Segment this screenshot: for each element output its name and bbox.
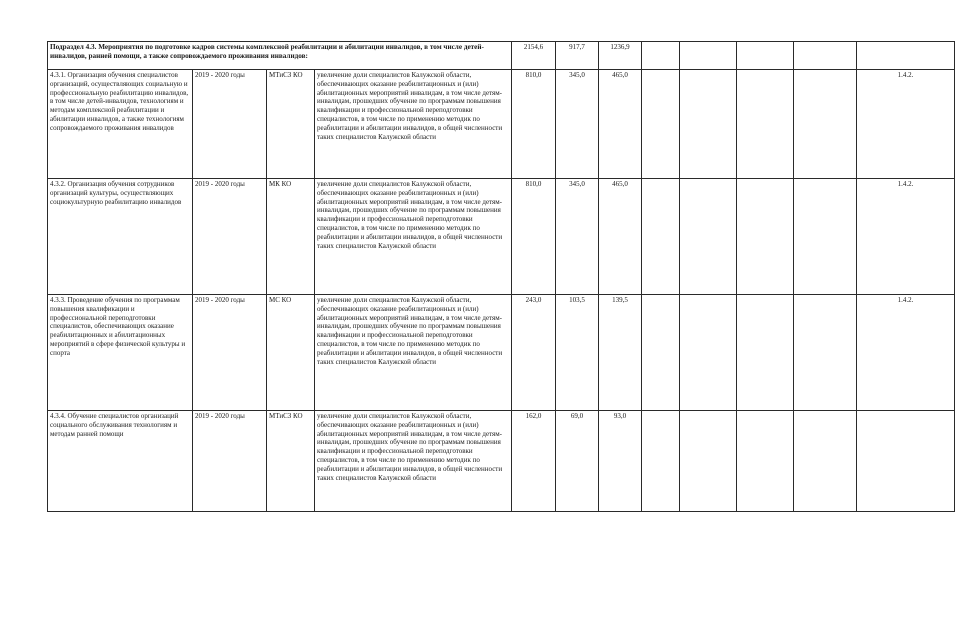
indicator-ref: 1.4.2.	[857, 70, 955, 179]
empty-cell	[794, 42, 857, 70]
table-row	[48, 70, 955, 179]
measure-2019: 69,0	[556, 411, 599, 512]
subsection-row	[48, 42, 955, 70]
indicator-ref	[857, 411, 955, 512]
measure-result: увеличение доли специалистов Калужской области, обеспечивающих оказание реабилитационных и (или) абилитационных мероприятий инвалидам, в том числе детям-инвалидам, прошедших обучение по программам повышения квалификации и профессиональной переподготовки специалистов, в том числе по применению методик по реабилитации и абилитации инвалидов, в общей численности таких специалистов Калужской области	[315, 411, 512, 512]
empty-cell	[794, 295, 857, 411]
measure-period: 2019 - 2020 годы	[193, 70, 267, 179]
measure-2020: 139,5	[599, 295, 642, 411]
subsection-2020: 1236,9	[599, 42, 642, 70]
empty-cell	[857, 42, 955, 70]
subsection-title: Подраздел 4.3. Мероприятия по подготовке кадров системы комплексной реабилитации и абилитации инвалидов, в том числе детей-инвалидов, ранней помощи, а также сопровождаемого проживания инвалидов:	[48, 42, 512, 70]
empty-cell	[642, 42, 680, 70]
measure-result: увеличение доли специалистов Калужской области, обеспечивающих оказание реабилитационных и (или) абилитационных мероприятий инвалидам, в том числе детям-инвалидам, прошедших обучение по программам повышения квалификации и профессиональной переподготовки специалистов, в том числе по применению методик по реабилитации и абилитации инвалидов, в общей численности таких специалистов Калужской области	[315, 179, 512, 295]
empty-cell	[680, 42, 737, 70]
measure-total: 243,0	[512, 295, 556, 411]
measure-2019: 103,5	[556, 295, 599, 411]
measure-result: увеличение доли специалистов Калужской области, обеспечивающих оказание реабилитационных и (или) абилитационных мероприятий инвалидам, в том числе детям-инвалидам, прошедших обучение по программам повышения квалификации и профессиональной переподготовки специалистов, в том числе по применению методик по реабилитации и абилитации инвалидов, в общей численности таких специалистов Калужской области	[315, 70, 512, 179]
indicator-ref: 1.4.2.	[857, 295, 955, 411]
measure-name: 4.3.2. Организация обучения сотрудников организаций культуры, осуществляющих социокультурную реабилитацию инвалидов	[48, 179, 193, 295]
measure-total: 810,0	[512, 70, 556, 179]
subsection-2019: 917,7	[556, 42, 599, 70]
measure-period: 2019 - 2020 годы	[193, 411, 267, 512]
empty-cell	[794, 70, 857, 179]
measure-2020: 465,0	[599, 179, 642, 295]
measure-executor: МС КО	[267, 295, 315, 411]
table-row	[48, 295, 955, 411]
empty-cell	[794, 411, 857, 512]
measure-name: 4.3.4. Обучение специалистов организаций социального обслуживания технологиям и методам ранней помощи	[48, 411, 193, 512]
program-measures-table	[47, 41, 955, 512]
empty-cell	[642, 411, 680, 512]
measure-total: 162,0	[512, 411, 556, 512]
empty-cell	[737, 179, 794, 295]
empty-cell	[794, 179, 857, 295]
measure-2019: 345,0	[556, 70, 599, 179]
measure-period: 2019 - 2020 годы	[193, 295, 267, 411]
measure-2020: 465,0	[599, 70, 642, 179]
measure-name: 4.3.3. Проведение обучения по программам повышения квалификации и профессиональной переподготовки специалистов, обеспечивающих оказание реабилитационных и абилитационных мероприятий в сфере физической культуры и спорта	[48, 295, 193, 411]
empty-cell	[680, 411, 737, 512]
empty-cell	[737, 295, 794, 411]
measure-executor: МТиСЗ КО	[267, 411, 315, 512]
empty-cell	[642, 295, 680, 411]
measure-2020: 93,0	[599, 411, 642, 512]
empty-cell	[680, 295, 737, 411]
measure-executor: МК КО	[267, 179, 315, 295]
measure-period: 2019 - 2020 годы	[193, 179, 267, 295]
empty-cell	[737, 70, 794, 179]
table-row	[48, 179, 955, 295]
measure-total: 810,0	[512, 179, 556, 295]
measure-result: увеличение доли специалистов Калужской области, обеспечивающих оказание реабилитационных и (или) абилитационных мероприятий инвалидам, в том числе детям-инвалидам, прошедших обучение по программам повышения квалификации и профессиональной переподготовки специалистов, в том числе по применению методик по реабилитации и абилитации инвалидов, в общей численности таких специалистов Калужской области	[315, 295, 512, 411]
measure-2019: 345,0	[556, 179, 599, 295]
empty-cell	[642, 179, 680, 295]
empty-cell	[737, 411, 794, 512]
measure-executor: МТиСЗ КО	[267, 70, 315, 179]
indicator-ref: 1.4.2.	[857, 179, 955, 295]
empty-cell	[680, 179, 737, 295]
empty-cell	[680, 70, 737, 179]
subsection-total: 2154,6	[512, 42, 556, 70]
empty-cell	[642, 70, 680, 179]
measure-name: 4.3.1. Организация обучения специалистов организаций, осуществляющих социальную и профессиональную реабилитацию инвалидов, в том числе детей-инвалидов, технологиям и методам комплексной реабилитации и абилитации инвалидов, а также технологиям сопровождаемого проживания инвалидов	[48, 70, 193, 179]
empty-cell	[737, 42, 794, 70]
table-row	[48, 411, 955, 512]
